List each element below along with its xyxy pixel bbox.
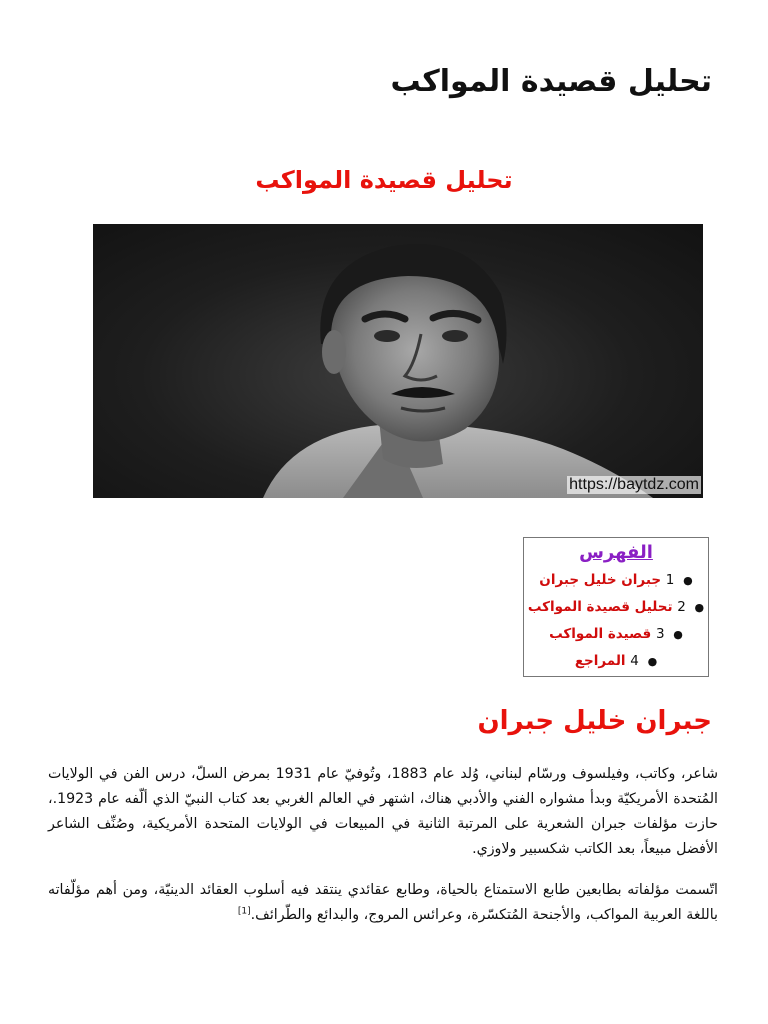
bullet-icon: ● — [694, 601, 705, 614]
toc-item-label: تحليل قصيدة المواكب — [527, 599, 673, 615]
biography-paragraph: شاعر، وكاتب، وفيلسوف ورسّام لبناني، وُلد عام 1883، وتُوفيّ عام 1931 بمرض السلّ، درس الفن في الولايات المُتحدة الأمريكيّة وبدأ مشواره الفني والأدبي هناك، اشتهر في العالم الغربي بعد كتاب النبيّ الذي ألّفه عام 1923.، حازت مؤلفات جبران الشعرية على المرتبة الثانية في المبيعات في الولايات المتحدة الأمريكية، وصُنِّف الشاعر الأفضل مبيعاً، بعد الكاتب شكسبير ولاوزي. — [48, 766, 718, 857]
works-text: اتّسمت مؤلفاته بطابعين طابع الاستمتاع بالحياة، وطابع عقائدي ينتقد فيه أسلوب العقائد الدينيّة، ومن أهم مؤلّفاته باللغة العربية المواكب، والأجنحة المُتكسّرة، وعرائس المروج، والبدائع والطّرائف. — [48, 882, 718, 923]
works-paragraph — [48, 878, 718, 928]
section-heading: جبران خليل جبران — [477, 706, 712, 736]
bullet-icon: ● — [673, 628, 683, 641]
toc-list — [524, 567, 708, 675]
toc-item-number: 3 — [655, 626, 665, 642]
toc-item[interactable] — [524, 567, 708, 594]
toc-item-number: 1 — [665, 572, 675, 588]
bullet-icon: ● — [683, 574, 693, 587]
toc-item[interactable] — [524, 621, 708, 648]
page-title: تحليل قصيدة المواكب — [390, 64, 712, 99]
table-of-contents — [523, 537, 709, 677]
bullet-icon: ● — [647, 655, 658, 668]
toc-item-number: 2 — [677, 599, 686, 615]
toc-title: الفهرس — [579, 542, 653, 563]
toc-item-label: جبران خليل جبران — [539, 572, 662, 588]
toc-item-label: قصيدة المواكب — [549, 626, 652, 642]
portrait-photo — [93, 224, 703, 498]
toc-item[interactable] — [524, 594, 708, 621]
footnote-link[interactable]: [1] — [237, 906, 251, 917]
article-title: تحليل قصيدة المواكب — [255, 166, 513, 194]
watermark-url: https://baytdz.com — [569, 476, 699, 493]
toc-item[interactable] — [524, 648, 708, 675]
toc-item-label: المراجع — [574, 653, 626, 669]
portrait-illustration — [93, 224, 703, 498]
toc-item-number: 4 — [630, 653, 639, 669]
